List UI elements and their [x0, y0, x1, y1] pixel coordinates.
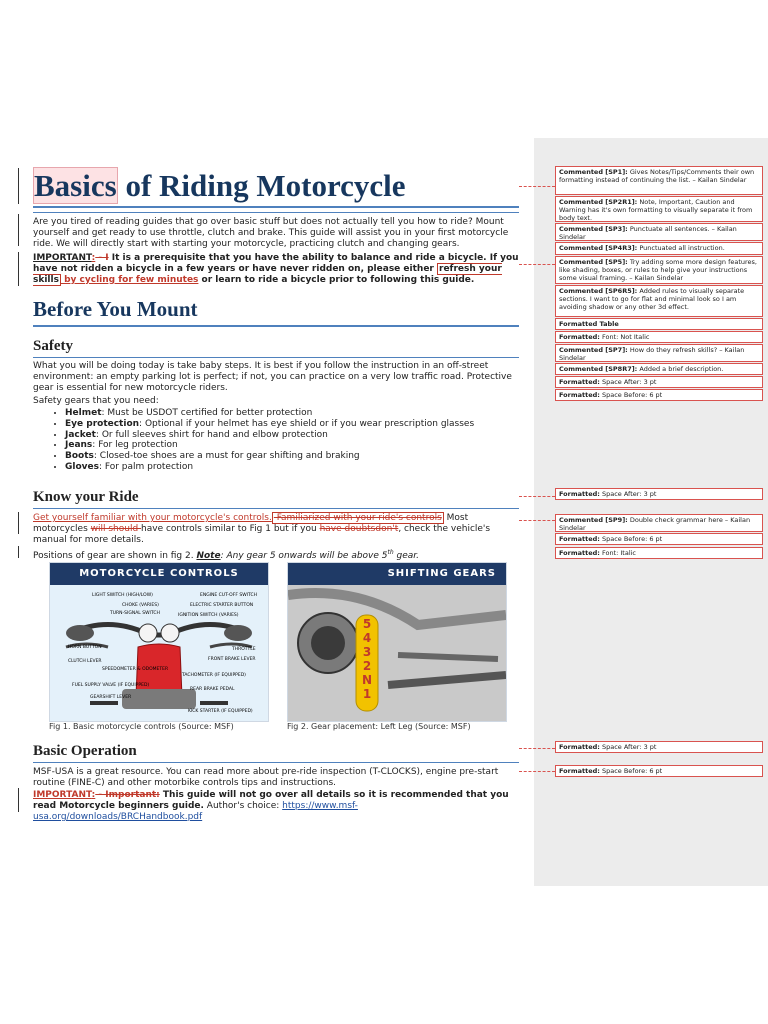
- fig1-label: FRONT BRAKE LEVER: [208, 657, 256, 662]
- list-item: • Helmet: Must be USDOT certified for better protection: [65, 408, 525, 419]
- inserted-text: Get yourself familiar with your motorcycle's controls.: [33, 513, 272, 523]
- comment-sp1[interactable]: Commented [SP1]: Gives Notes/Tips/Comments their own formatting instead of continuing the list. – Kailan Sindelar: [555, 166, 763, 195]
- fig1-label: GEARSHIFT LEVER: [90, 695, 132, 700]
- important-text-2: or learn to ride a bicycle prior to following this guide.: [198, 275, 475, 285]
- fig1-label: ENGINE CUT-OFF SWITCH: [200, 593, 257, 598]
- fig1-label: LIGHT SWITCH (HIGH/LOW): [92, 593, 153, 598]
- list-item: • Gloves: For palm protection: [65, 462, 525, 473]
- note-label: Note: [196, 551, 221, 561]
- heading-know-your-ride: Know your Ride: [33, 489, 139, 505]
- change-bar: [18, 168, 19, 204]
- comment-sp9[interactable]: Commented [SP9]: Double check grammar here – Kailan Sindelar: [555, 514, 763, 532]
- gear-positions-line: Positions of gear are shown in fig 2. Note: Any gear 5 onwards will be above 5th gear.: [33, 549, 420, 561]
- heading-before-you-mount: Before You Mount: [33, 297, 198, 321]
- fig1-label: SPEEDOMETER & ODOMETER: [102, 667, 169, 672]
- formatted-space-after[interactable]: Formatted: Space After: 3 pt: [555, 488, 763, 500]
- change-bar: [18, 512, 19, 534]
- section-rule: [33, 762, 519, 763]
- figure-2-caption: Fig 2. Gear placement: Left Leg (Source: MSF): [287, 722, 471, 731]
- list-item: • Jeans: For leg protection: [65, 440, 525, 451]
- fig1-label: ELECTRIC STARTER BUTTON: [190, 603, 254, 608]
- heading-basic-operation: Basic Operation: [33, 743, 137, 759]
- fig1-label: HORN BUTTON: [68, 645, 102, 650]
- fig1-label: KICK STARTER (IF EQUIPPED): [188, 709, 253, 714]
- fig1-label: TURN-SIGNAL SWITCH: [110, 611, 160, 616]
- intro-paragraph: Are you tired of reading guides that go over basic stuff but does not actually tell you how to ride? Mount yourself and get ready to use throttle, clutch and brake. This guide will assist you in your first motorcycle ride. We will directly start with starting your motorcycle, practicing clutch and changing gears.: [33, 217, 509, 249]
- fig1-label: CHOKE (VARIES): [122, 603, 159, 608]
- document-title[interactable]: [33, 168, 519, 204]
- basic-operation-important: IMPORTANT: - Important: This guide will not go over all details so it is recommended that you read Motorcycle beginners guide. Author's choice: https://www.msf-usa.org/downloads/BRCHandbook.pdf: [33, 790, 509, 822]
- fig1-label: THROTTLE: [232, 647, 256, 652]
- change-bar: [18, 788, 19, 812]
- comment-sp3[interactable]: Commented [SP3]: Punctuate all sentences. – Kailan Sindelar: [555, 223, 763, 241]
- important-inserted-colon: :: [91, 253, 96, 263]
- change-bar: [18, 214, 19, 246]
- important-text-1: It is a prerequisite that you have the ability to balance and ride a bicycle. If you have not ridden a bicycle in a few years or have never ridden on, please either: [33, 253, 519, 274]
- comment-leader: [519, 520, 555, 521]
- figure-header: MOTORCYCLE CONTROLS: [50, 563, 268, 585]
- important-commented-text[interactable]: refresh your skills: [33, 264, 502, 285]
- important-label: IMPORTANT: [33, 790, 92, 800]
- heading-safety: Safety: [33, 338, 73, 354]
- title-highlight[interactable]: Basics: [34, 168, 117, 203]
- formatted-space-after[interactable]: Formatted: Space After: 3 pt: [555, 376, 763, 388]
- safety-lead: Safety gears that you need:: [33, 396, 159, 406]
- comment-leader: [519, 771, 555, 772]
- formatted-italic[interactable]: Formatted: Font: Italic: [555, 547, 763, 559]
- list-item: • Eye protection: Optional if your helmet has eye shield or if you wear prescription glasses: [65, 419, 525, 430]
- know-ride-paragraph: Get yourself familiar with your motorcycle's controls. Familiarized with your ride's controls Most motorcycles will should have controls similar to Fig 1 but if you have doubtsdon't, check the vehicle's manual for more details.: [33, 513, 491, 545]
- important-deleted-text: - I: [95, 253, 109, 263]
- important-inserted-text: by cycling for few minutes: [60, 275, 199, 285]
- list-item: • Boots: Closed-toe shoes are a must for gear shifting and braking: [65, 451, 525, 462]
- comment-sp2r1[interactable]: Commented [SP2R1]: Note, Important, Caution and Warning has it's own formatting to visually separate it from body text.: [555, 196, 763, 222]
- fig1-label: REAR BRAKE PEDAL: [190, 687, 235, 692]
- safety-gear-list: [50, 408, 525, 473]
- fig1-label: TACHOMETER (IF EQUIPPED): [182, 673, 246, 678]
- deleted-text: - Important:: [95, 790, 160, 800]
- fig1-label: CLUTCH LEVER: [68, 659, 102, 664]
- formatted-space-after[interactable]: Formatted: Space After: 3 pt: [555, 741, 763, 753]
- formatted-table[interactable]: Formatted Table: [555, 318, 763, 330]
- formatted-space-before[interactable]: Formatted: Space Before: 6 pt: [555, 765, 763, 777]
- title-rule: [33, 206, 519, 213]
- section-rule: [33, 508, 519, 509]
- comment-sp8r7[interactable]: Commented [SP8R7]: Added a brief description.: [555, 363, 763, 375]
- title-block: [33, 168, 519, 204]
- figure-shifting-gears: [287, 562, 507, 722]
- formatted-space-before[interactable]: Formatted: Space Before: 6 pt: [555, 389, 763, 401]
- heading-rule: [33, 325, 519, 327]
- list-item: • Jacket: Or full sleeves shirt for hand and elbow protection: [65, 430, 525, 441]
- fig1-label: FUEL SUPPLY VALVE (IF EQUIPPED): [72, 683, 150, 688]
- deleted-text: will should: [90, 524, 142, 534]
- fig1-label: IGNITION SWITCH (VARIES): [178, 613, 239, 618]
- comment-leader: [519, 748, 555, 749]
- change-bar: [18, 546, 19, 558]
- title-rest: of Riding Motorcycle: [117, 168, 406, 203]
- comment-sp5[interactable]: Commented [SP5]: Try adding some more design features, like shading, boxes, or rules to help give your instructions some visual framing. – Kailan Sindelar: [555, 256, 763, 284]
- formatted-space-before[interactable]: Formatted: Space Before: 6 pt: [555, 533, 763, 545]
- important-note: [33, 253, 519, 286]
- safety-paragraph: What you will be doing today is take baby steps. It is best if you follow the instruction in an off-street environment: an empty parking lot is perfect; if not, you can practice on a very low traffic road. Protective gear is essential for new motorcycle riders.: [33, 361, 512, 393]
- figure-header: SHIFTING GEARS: [288, 563, 506, 585]
- brc-handbook-link[interactable]: https://www.msf-usa.org/downloads/BRCHandbook.pdf: [33, 801, 358, 822]
- change-bar: [18, 252, 19, 286]
- comment-sp6r5[interactable]: Commented [SP6R5]: Added rules to visually separate sections. I want to go for flat and minimal look so I am avoiding shadow or any other 3d effect.: [555, 285, 763, 317]
- comment-leader: [519, 186, 555, 187]
- comment-leader: [519, 496, 555, 497]
- important-label: IMPORTANT: [33, 253, 92, 263]
- comment-leader: [519, 264, 555, 265]
- basic-operation-paragraph: MSF-USA is a great resource. You can read more about pre-ride inspection (T-CLOCKS), engine pre-start routine (FINE-C) and other motorbike controls tips and instructions.: [33, 767, 499, 788]
- comment-sp4r3[interactable]: Commented [SP4R3]: Punctuated all instruction.: [555, 242, 763, 255]
- deleted-text: have doubtsdon't: [319, 524, 399, 534]
- figure-1-caption: Fig 1. Basic motorcycle controls (Source: MSF): [49, 722, 234, 731]
- section-rule: [33, 357, 519, 358]
- gear-sequence: 5 4 3 2 N 1: [361, 617, 373, 701]
- deleted-commented-text[interactable]: Familiarized with your ride's controls: [273, 513, 442, 523]
- formatted-not-italic[interactable]: Formatted: Font: Not Italic: [555, 331, 763, 343]
- figure-motorcycle-controls: [49, 562, 269, 722]
- shifting-gears-illustration: [288, 585, 506, 721]
- comment-sp7[interactable]: Commented [SP7]: How do they refresh skills? – Kailan Sindelar: [555, 344, 763, 362]
